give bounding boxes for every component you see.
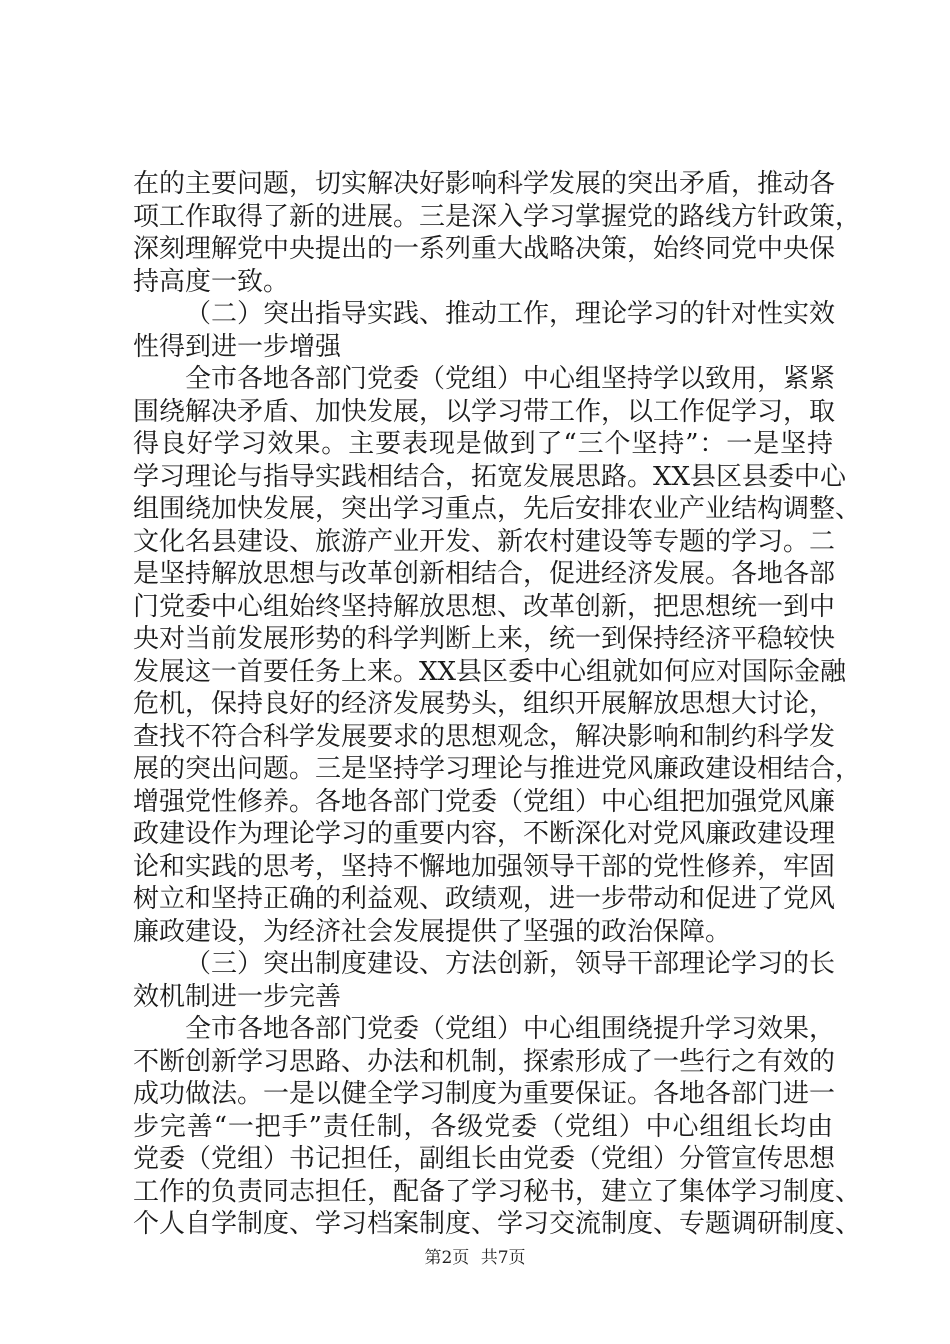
- document-body: [133, 168, 862, 1241]
- text-line: 文化名县建设、旅游产业开发、新农村建设等专题的学习。二: [133, 526, 836, 557]
- text-line: 发展这一首要任务上来。XX县区委中心组就如何应对国际金融: [133, 656, 847, 687]
- text-line: 政建设作为理论学习的重要内容，不断深化对党风廉政建设理: [133, 819, 836, 849]
- text-line: 不断创新学习思路、办法和机制，探索形成了一些行之有效的: [133, 1046, 836, 1077]
- text-line: 性得到进一步增强: [133, 331, 342, 362]
- text-line: 增强党性修养。各地各部门党委（党组）中心组把加强党风廉: [133, 786, 836, 817]
- text-line: 工作的负责同志担任，配备了学习秘书，建立了集体学习制度、: [133, 1176, 862, 1207]
- page-footer: [0, 1243, 950, 1268]
- text-line: 得良好学习效果。主要表现是做到了“三个坚持”：一是坚持: [133, 429, 833, 459]
- text-line: 深刻理解党中央提出的一系列重大战略决策，始终同党中央保: [133, 234, 836, 264]
- text-line: 学习理论与指导实践相结合，拓宽发展思路。XX县区县委中心: [133, 461, 847, 492]
- text-line: 展的突出问题。三是坚持学习理论与推进党风廉政建设相结合，: [133, 754, 862, 784]
- text-line: 项工作取得了新的进展。三是深入学习掌握党的路线方针政策，: [133, 201, 862, 232]
- page-current-label: 第2页: [424, 1248, 470, 1268]
- text-line: 个人自学制度、学习档案制度、学习交流制度、专题调研制度、: [133, 1209, 862, 1239]
- text-line: 成功做法。一是以健全学习制度为重要保证。各地各部门进一: [133, 1079, 836, 1109]
- text-line: 树立和坚持正确的利益观、政绩观，进一步带动和促进了党风: [133, 884, 836, 914]
- text-line: 是坚持解放思想与改革创新相结合，促进经济发展。各地各部: [133, 559, 836, 589]
- text-line: 论和实践的思考，坚持不懈地加强领导干部的党性修养，牢固: [133, 851, 836, 882]
- text-line: 全市各地各部门党委（党组）中心组坚持学以致用，紧紧: [185, 364, 836, 394]
- text-line: 持高度一致。: [133, 266, 290, 297]
- text-line: 查找不符合科学发展要求的思想观念，解决影响和制约科学发: [133, 721, 836, 752]
- text-line: 门党委中心组始终坚持解放思想、改革创新，把思想统一到中: [133, 591, 836, 622]
- text-line: 全市各地各部门党委（党组）中心组围绕提升学习效果，: [185, 1014, 836, 1044]
- text-line: 组围绕加快发展，突出学习重点，先后安排农业产业结构调整、: [133, 494, 862, 524]
- text-line: 效机制进一步完善: [133, 981, 342, 1012]
- page-total-label: 共7页: [480, 1248, 526, 1268]
- text-line: 央对当前发展形势的科学判断上来，统一到保持经济平稳较快: [133, 624, 836, 654]
- text-line: （二）突出指导实践、推动工作，理论学习的针对性实效: [185, 299, 836, 329]
- text-line: （三）突出制度建设、方法创新，领导干部理论学习的长: [185, 949, 836, 979]
- text-line: 步完善“一把手”责任制，各级党委（党组）中心组组长均由: [133, 1111, 833, 1142]
- text-line: 围绕解决矛盾、加快发展，以学习带工作，以工作促学习，取: [133, 396, 836, 427]
- text-line: 危机，保持良好的经济发展势头，组织开展解放思想大讨论，: [133, 689, 836, 719]
- text-line: 在的主要问题，切实解决好影响科学发展的突出矛盾，推动各: [133, 169, 836, 199]
- text-line: 廉政建设，为经济社会发展提供了坚强的政治保障。: [133, 916, 732, 947]
- text-line: 党委（党组）书记担任，副组长由党委（党组）分管宣传思想: [133, 1144, 836, 1174]
